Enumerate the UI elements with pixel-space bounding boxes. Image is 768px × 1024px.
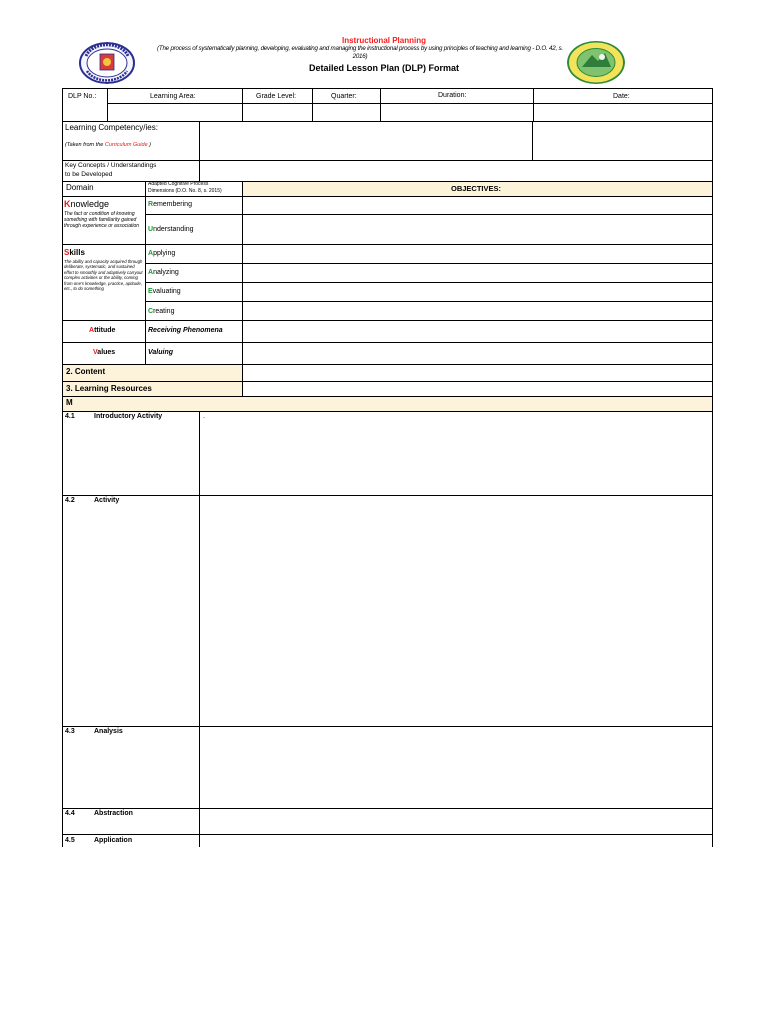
date-label: Date: xyxy=(613,93,630,100)
header-description: (The process of systematically planning, developing, evaluating and managing the instructional process by using principles of teaching and learning - D.O. 42, s. 2016) xyxy=(157,45,563,60)
activity-num-4-1: 4.1 xyxy=(65,413,75,420)
skills-initial: S xyxy=(64,248,70,257)
remembering-rest: emembering xyxy=(153,201,192,208)
analysis-field[interactable] xyxy=(200,727,712,807)
attitude-domain-label xyxy=(89,326,115,335)
applying-objective-field[interactable] xyxy=(243,245,712,262)
date-field[interactable] xyxy=(534,104,711,120)
resources-field[interactable] xyxy=(243,382,712,395)
application-field[interactable] xyxy=(200,835,712,846)
knowledge-domain-label xyxy=(64,199,109,210)
content-section-label: 2. Content xyxy=(66,367,106,376)
attitude-initial: A xyxy=(89,327,95,334)
values-domain-label xyxy=(93,348,115,357)
process-understanding xyxy=(148,225,194,234)
values-initial: V xyxy=(93,349,98,356)
attitude-objective-field[interactable] xyxy=(243,321,712,341)
creating-objective-field[interactable] xyxy=(243,302,712,319)
skills-domain-label xyxy=(64,248,85,257)
grade-level-field[interactable] xyxy=(243,104,311,120)
content-field[interactable] xyxy=(243,365,712,380)
process-applying xyxy=(148,249,175,258)
quarter-field[interactable] xyxy=(313,104,379,120)
key-concepts-label-line2: to be Developed xyxy=(65,171,113,178)
knowledge-description: The fact or condition of knowing something with familiarity gained through experience or association xyxy=(64,211,140,229)
remembering-initial: R xyxy=(148,201,154,208)
process-creating xyxy=(148,307,174,316)
evaluating-objective-field[interactable] xyxy=(243,283,712,300)
process-evaluating xyxy=(148,287,181,296)
values-rest: alues xyxy=(97,349,116,356)
process-remembering xyxy=(148,200,192,209)
learning-competency-label: Learning Competency/ies: xyxy=(65,123,158,132)
header-title: Instructional Planning xyxy=(341,36,426,45)
objectives-header: OBJECTIVES: xyxy=(451,184,502,193)
grade-level-label: Grade Level: xyxy=(256,93,297,100)
process-receiving-phenomena: Receiving Phenomena xyxy=(148,327,223,334)
dlp-format-title: Detailed Lesson Plan (DLP) Format xyxy=(308,63,460,73)
applying-initial: A xyxy=(148,250,154,257)
analyzing-rest: nalyzing xyxy=(153,269,179,276)
activity-num-4-3: 4.3 xyxy=(65,728,75,735)
activity-num-4-5: 4.5 xyxy=(65,837,75,844)
domain-header: Domain xyxy=(66,183,94,192)
knowledge-initial: K xyxy=(64,199,71,209)
activity-num-4-2: 4.2 xyxy=(65,497,75,504)
curriculum-guide-note xyxy=(65,141,151,150)
activity-label-analysis: Analysis xyxy=(94,728,123,735)
note-suffix: ) xyxy=(147,142,152,148)
learning-area-label: Learning Area: xyxy=(150,93,196,100)
skills-description: The ability and capacity acquired through deliberate, systematic, and sustained effort to smoothly and adaptively carryout complex activities or the ability, coming from one's knowledge, practice, aptitude, etc., to do something xyxy=(64,259,143,292)
duration-field[interactable] xyxy=(381,104,532,120)
evaluating-initial: E xyxy=(148,288,153,295)
values-objective-field[interactable] xyxy=(243,343,712,363)
learning-competency-field[interactable] xyxy=(201,122,531,159)
dimensions-header-line2: Dimensions (D.O. No. 8, s. 2015) xyxy=(148,188,222,194)
dimensions-header-line1: Adapted Cognitive Process xyxy=(148,181,209,187)
understanding-objective-field[interactable] xyxy=(243,215,712,243)
creating-rest: reating xyxy=(153,308,175,315)
process-analyzing xyxy=(148,268,179,277)
process-valuing: Valuing xyxy=(148,349,174,356)
key-concepts-label-line1: Key Concepts / Understandings xyxy=(65,162,157,169)
applying-rest: pplying xyxy=(153,250,176,257)
remembering-objective-field[interactable] xyxy=(243,197,712,213)
activity-content-introductory[interactable]: . xyxy=(203,413,205,420)
note-prefix: (Taken from the xyxy=(65,142,105,148)
resources-section-label: 3. Learning Resources xyxy=(66,384,152,393)
learning-area-field[interactable] xyxy=(108,104,241,120)
activity-label-application: Application xyxy=(94,837,133,844)
skills-rest: kills xyxy=(69,248,85,257)
analyzing-objective-field[interactable] xyxy=(243,264,712,281)
key-concepts-field[interactable] xyxy=(200,161,712,180)
activity-label-introductory: Introductory Activity xyxy=(94,413,163,420)
curriculum-guide-link[interactable]: Curriculum Guide xyxy=(104,142,148,148)
introductory-activity-field[interactable] xyxy=(200,412,712,494)
activity-label-activity: Activity xyxy=(94,497,120,504)
understanding-initial: U xyxy=(148,226,154,233)
evaluating-rest: valuating xyxy=(152,288,181,295)
duration-label: Duration: xyxy=(438,92,467,99)
activity-num-4-4: 4.4 xyxy=(65,810,75,817)
analyzing-initial: A xyxy=(148,269,154,276)
creating-initial: C xyxy=(148,308,154,315)
abstraction-field[interactable] xyxy=(200,809,712,833)
dlp-no-label: DLP No.: xyxy=(68,93,97,100)
attitude-rest: ttitude xyxy=(94,327,116,334)
m-row-fill xyxy=(63,396,713,411)
activity-label-abstraction: Abstraction xyxy=(94,810,133,817)
activity-field[interactable] xyxy=(200,496,712,725)
understanding-rest: nderstanding xyxy=(153,226,194,233)
knowledge-rest: nowledge xyxy=(70,199,110,209)
m-section-label: M xyxy=(66,398,73,407)
quarter-label: Quarter: xyxy=(331,93,357,100)
